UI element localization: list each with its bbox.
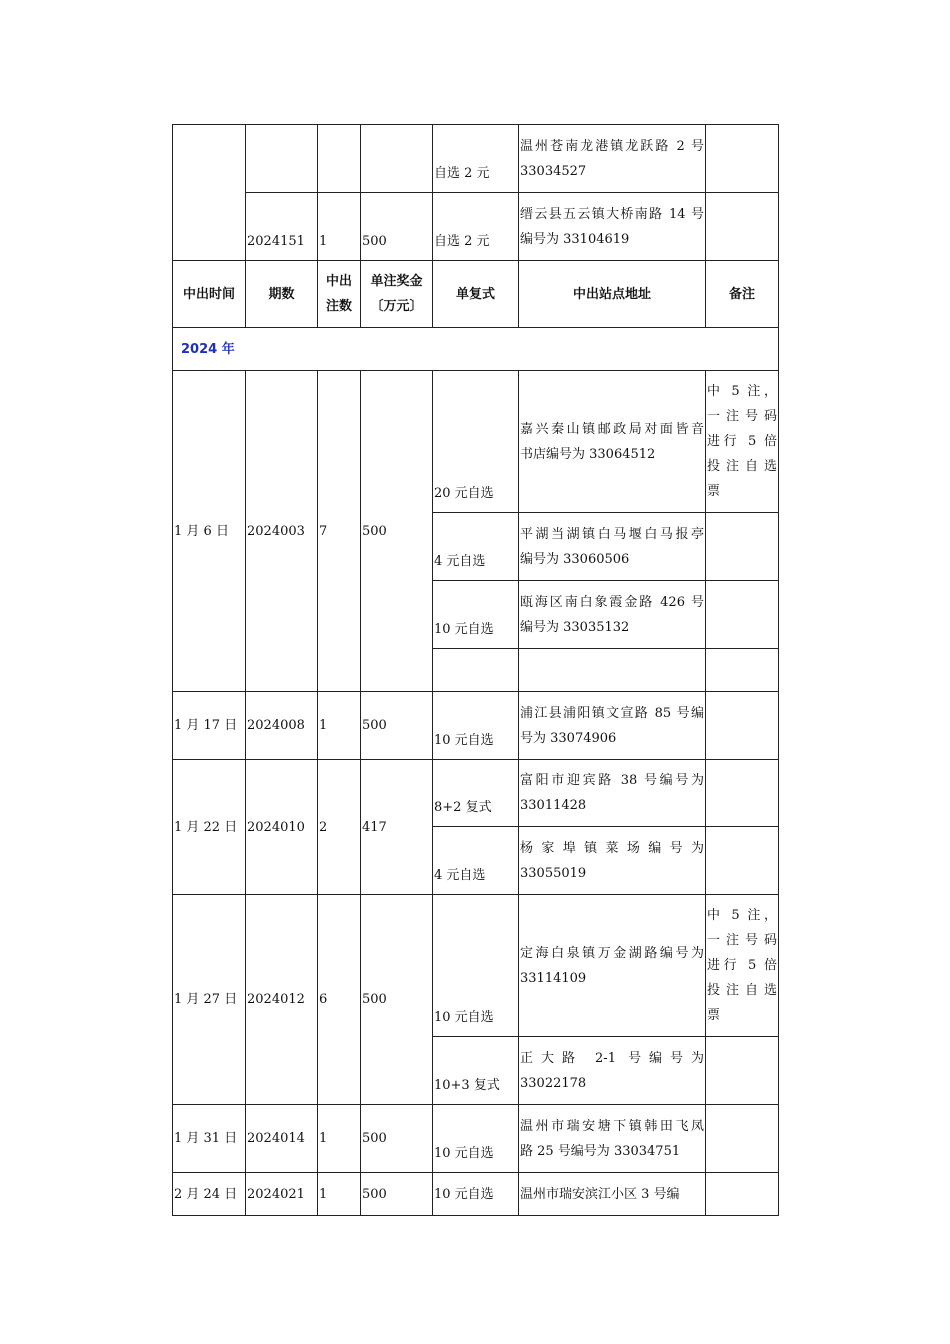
address-line: 路 25 号编号为 33034751 — [520, 1143, 681, 1159]
address-cell — [519, 692, 706, 760]
note-line: 中 5 注， — [707, 908, 777, 923]
note-line: 进行 5 倍 — [707, 958, 777, 973]
type-cell: 自选 2 元 — [433, 125, 519, 193]
lottery-winners-table — [172, 124, 779, 1216]
year-label: 2024 年 — [173, 328, 779, 371]
count-cell: 6 — [318, 895, 361, 1105]
address-line: 书店编号为 33064512 — [520, 446, 656, 462]
issue-cell: 2024014 — [246, 1105, 318, 1173]
address-line: 33011428 — [520, 798, 587, 813]
type-cell — [433, 649, 519, 692]
type-cell: 10 元自选 — [433, 1105, 519, 1173]
address-line: 平湖当湖镇白马堰白马报亭 — [520, 526, 704, 542]
type-cell: 10 元自选 — [433, 1173, 519, 1216]
address-line: 33034527 — [520, 163, 587, 179]
note-cell — [706, 513, 779, 581]
count-cell: 2 — [318, 760, 361, 895]
address-line: 瓯海区南白象霞金路 426 号 — [520, 594, 704, 610]
type-cell: 自选 2 元 — [433, 193, 519, 261]
date-cell: 1 月 31 日 — [173, 1105, 246, 1173]
address-cell — [519, 125, 706, 193]
address-cell — [519, 513, 706, 581]
address-line: 号为 33074906 — [520, 730, 617, 746]
note-cell — [706, 649, 779, 692]
address-line: 浦江县浦阳镇文宣路 85 号编 — [520, 705, 704, 721]
year-row — [173, 328, 779, 371]
address-line: 温州市瑞安塘下镇韩田飞凤 — [520, 1118, 704, 1134]
issue-cell: 2024151 — [246, 193, 318, 261]
address-line: 正大路 2-1 号编号为 — [520, 1050, 704, 1066]
prize-cell: 417 — [361, 760, 433, 895]
date-cell: 1 月 6 日 — [173, 371, 246, 692]
note-cell — [706, 827, 779, 895]
table-row — [173, 895, 779, 1037]
type-cell: 10 元自选 — [433, 581, 519, 649]
header-time: 中出时间 — [173, 261, 246, 328]
address-line: 缙云县五云镇大桥南路 14 号 — [520, 206, 704, 222]
date-cell: 1 月 22 日 — [173, 760, 246, 895]
note-line: 投注自选 — [707, 459, 777, 474]
type-cell: 8+2 复式 — [433, 760, 519, 827]
type-cell: 10+3 复式 — [433, 1037, 519, 1105]
address-cell — [519, 827, 706, 895]
issue-cell: 2024021 — [246, 1173, 318, 1216]
prize-cell: 500 — [361, 692, 433, 760]
type-cell: 10 元自选 — [433, 692, 519, 760]
header-prize: 单注奖金 〔万元〕 — [361, 261, 433, 328]
table-row — [173, 125, 779, 193]
note-line: 中 5 注， — [707, 384, 777, 399]
count-cell: 1 — [318, 1173, 361, 1216]
issue-cell: 2024012 — [246, 895, 318, 1105]
address-cell — [519, 1173, 706, 1216]
type-cell: 20 元自选 — [433, 371, 519, 513]
address-line: 嘉兴秦山镇邮政局对面皆音 — [520, 421, 704, 437]
note-cell — [706, 371, 779, 513]
note-cell — [706, 125, 779, 193]
address-line: 定海白泉镇万金湖路编号为 — [520, 945, 704, 961]
address-line: 温州市瑞安滨江小区 3 号编 — [520, 1186, 680, 1202]
issue-cell: 2024003 — [246, 371, 318, 692]
table-row — [173, 760, 779, 827]
note-cell — [706, 1105, 779, 1173]
note-cell — [706, 760, 779, 827]
type-cell: 4 元自选 — [433, 513, 519, 581]
prize-cell: 500 — [361, 371, 433, 692]
address-line: 33022178 — [520, 1075, 587, 1091]
date-cell — [173, 125, 246, 261]
header-issue: 期数 — [246, 261, 318, 328]
note-cell — [706, 1037, 779, 1105]
date-cell: 2 月 24 日 — [173, 1173, 246, 1216]
table-row — [173, 692, 779, 760]
table-row — [173, 193, 779, 261]
note-cell — [706, 895, 779, 1037]
address-line: 编号为 33104619 — [520, 231, 630, 247]
table-row — [173, 1105, 779, 1173]
prize-cell: 500 — [361, 895, 433, 1105]
address-line: 编号为 33035132 — [520, 619, 630, 635]
note-line: 一注号码 — [707, 933, 777, 948]
note-line: 投注自选 — [707, 983, 777, 998]
note-line: 票 — [707, 1008, 721, 1023]
address-cell — [519, 895, 706, 1037]
header-note: 备注 — [706, 261, 779, 328]
header-count: 中出 注数 — [318, 261, 361, 328]
date-cell: 1 月 17 日 — [173, 692, 246, 760]
issue-cell: 2024008 — [246, 692, 318, 760]
note-line: 一注号码 — [707, 409, 777, 424]
table-header-row — [173, 261, 779, 328]
prize-cell: 500 — [361, 193, 433, 261]
note-cell — [706, 1173, 779, 1216]
address-cell — [519, 371, 706, 513]
type-cell: 10 元自选 — [433, 895, 519, 1037]
address-cell — [519, 581, 706, 649]
count-cell: 1 — [318, 193, 361, 261]
table-row — [173, 1173, 779, 1216]
prize-cell: 500 — [361, 1105, 433, 1173]
address-line: 温州苍南龙港镇龙跃路 2 号 — [520, 138, 704, 154]
address-line: 富阳市迎宾路 38 号编号为 — [520, 773, 704, 788]
address-line: 33114109 — [520, 970, 587, 986]
address-cell — [519, 649, 706, 692]
issue-cell: 2024010 — [246, 760, 318, 895]
address-cell — [519, 193, 706, 261]
note-cell — [706, 193, 779, 261]
address-cell — [519, 1037, 706, 1105]
prize-cell — [361, 125, 433, 193]
address-line: 编号为 33060506 — [520, 551, 630, 567]
note-cell — [706, 581, 779, 649]
address-cell — [519, 1105, 706, 1173]
address-line: 33055019 — [520, 865, 587, 881]
count-cell: 1 — [318, 1105, 361, 1173]
header-type: 单复式 — [433, 261, 519, 328]
type-cell: 4 元自选 — [433, 827, 519, 895]
prize-cell: 500 — [361, 1173, 433, 1216]
header-address: 中出站点地址 — [519, 261, 706, 328]
count-cell: 7 — [318, 371, 361, 692]
note-cell — [706, 692, 779, 760]
address-cell — [519, 760, 706, 827]
note-line: 进行 5 倍 — [707, 434, 777, 449]
count-cell: 1 — [318, 692, 361, 760]
issue-cell — [246, 125, 318, 193]
date-cell: 1 月 27 日 — [173, 895, 246, 1105]
table-row — [173, 371, 779, 513]
count-cell — [318, 125, 361, 193]
note-line: 票 — [707, 484, 721, 499]
address-line: 杨家埠镇菜场编号为 — [520, 840, 704, 856]
